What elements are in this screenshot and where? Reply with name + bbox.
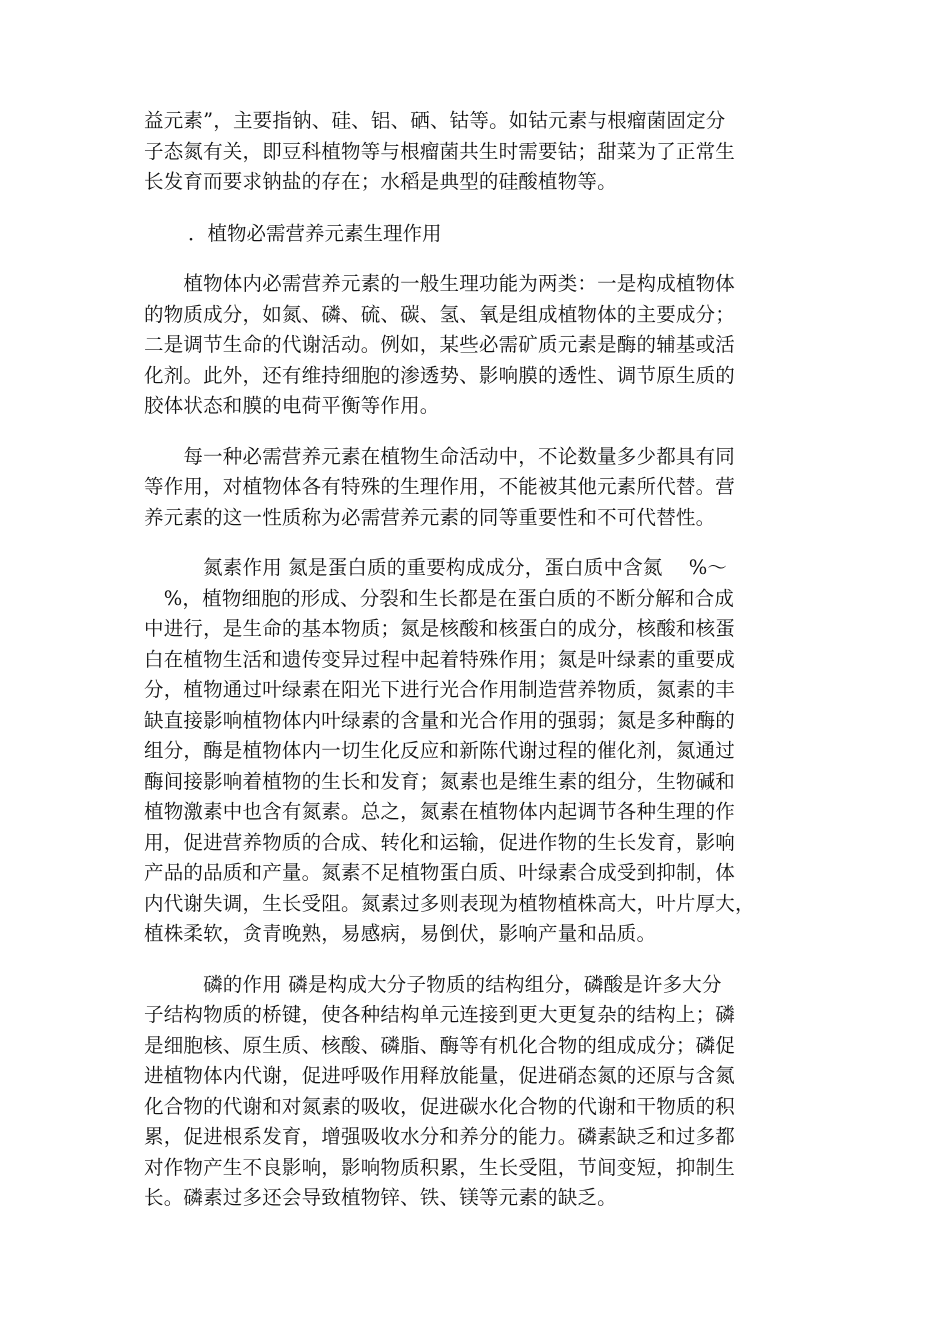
text-line: 化剂。此外，还有维持细胞的渗透势、影响膜的透性、调节原生质的: [144, 363, 736, 387]
text-line: 分，植物通过叶绿素在阳光下进行光合作用制造营养物质，氮素的丰: [144, 678, 736, 701]
text-line: 益元素”，主要指钠、硅、铝、硒、钴等。如钴元素与根瘤菌固定分: [144, 109, 726, 132]
text-line: 的物质成分，如氮、磷、硫、碳、氢、氧是组成植物体的主要成分；: [144, 302, 736, 326]
section-heading: ．植物必需营养元素生理作用: [188, 221, 442, 245]
text-line: %，植物细胞的形成、分裂和生长都是在蛋白质的不断分解和合成: [144, 586, 735, 610]
text-line: 植株柔软，贪青晚熟，易感病，易倒伏，影响产量和品质。: [144, 922, 657, 945]
text-line: 化合物的代谢和对氮素的吸收，促进碳水化合物的代谢和干物质的积: [144, 1094, 736, 1118]
paragraph-nitrogen: [144, 553, 808, 950]
text-line: 长。磷素过多还会导致植物锌、铁、镁等元素的缺乏。: [144, 1186, 617, 1209]
text-line: 长发育而要求钠盐的存在；水稻是典型的硅酸植物等。: [144, 170, 617, 193]
text-line: 内代谢失调，生长受阻。氮素过多则表现为植物植株高大，叶片厚大，: [144, 891, 755, 915]
text-line: 进植物体内代谢，促进呼吸作用释放能量，促进硝态氮的还原与含氮: [144, 1064, 736, 1087]
text-line: 子态氮有关，即豆科植物等与根瘤菌共生时需要钴；甜菜为了正常生: [144, 139, 736, 163]
text-line: 植物体内必需营养元素的一般生理功能为两类：一是构成植物体: [144, 272, 736, 295]
paragraph-irreplaceability: [144, 442, 808, 534]
paragraph-phosphorus: [144, 970, 808, 1214]
text-line: 每一种必需营养元素在植物生命活动中，不论数量多少都具有同: [144, 444, 736, 468]
text-line: 产品的品质和产量。氮素不足植物蛋白质、叶绿素合成受到抑制，体: [144, 861, 736, 884]
paragraph-general-functions: [144, 269, 808, 422]
text-line: 酶间接影响着植物的生长和发育；氮素也是维生素的组分，生物碱和: [144, 769, 736, 793]
document-page: [144, 106, 808, 1214]
text-line: 组分，酶是植物体内一切生化反应和新陈代谢过程的催化剂，氮通过: [144, 739, 736, 762]
text-line: 胶体状态和膜的电荷平衡等作用。: [144, 394, 440, 417]
text-line: 中进行，是生命的基本物质；氮是核酸和核蛋白的成分，核酸和核蛋: [144, 617, 736, 640]
text-line: 二是调节生命的代谢活动。例如，某些必需矿质元素是酶的辅基或活: [144, 333, 736, 356]
text-line: 累，促进根系发育，增强吸收水分和养分的能力。磷素缺乏和过多都: [144, 1125, 736, 1148]
text-line: 子结构物质的桥键，使各种结构单元连接到更大更复杂的结构上；磷: [144, 1003, 736, 1026]
text-line: 氮素作用 氮是蛋白质的重要构成成分，蛋白质中含氮 %～: [144, 556, 728, 579]
text-line: 磷的作用 磷是构成大分子物质的结构组分，磷酸是许多大分: [144, 972, 722, 996]
text-line: 对作物产生不良影响，影响物质积累，生长受阻，节间变短，抑制生: [144, 1155, 736, 1179]
text-line: 用，促进营养物质的合成、转化和运输，促进作物的生长发育，影响: [144, 830, 736, 854]
text-line: 白在植物生活和遗传变异过程中起着特殊作用；氮是叶绿素的重要成: [144, 647, 736, 671]
text-line: 等作用，对植物体各有特殊的生理作用，不能被其他元素所代替。营: [144, 475, 736, 498]
paragraph-beneficial-elements: [144, 106, 808, 198]
text-line: 是细胞核、原生质、核酸、磷脂、酶等有机化合物的组成成分；磷促: [144, 1033, 736, 1057]
text-line: 养元素的这一性质称为必需营养元素的同等重要性和不可代替性。: [144, 505, 716, 529]
text-line: 植物激素中也含有氮素。总之，氮素在植物体内起调节各种生理的作: [144, 800, 736, 823]
text-line: 缺直接影响植物体内叶绿素的含量和光合作用的强弱；氮是多种酶的: [144, 708, 736, 732]
